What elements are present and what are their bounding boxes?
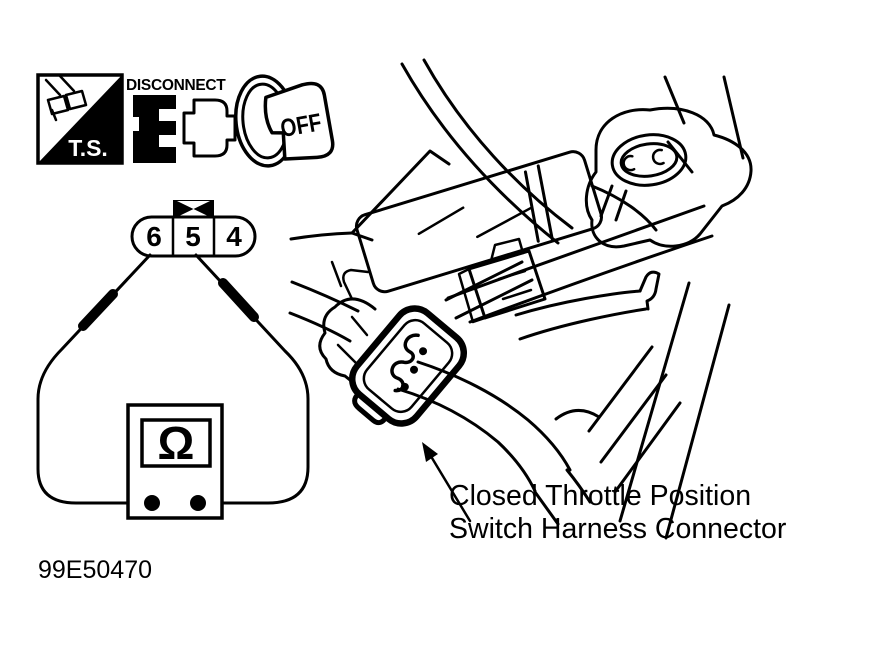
meter-terminal-right [190, 495, 206, 511]
ts-label: T.S. [68, 135, 108, 161]
key-blade [262, 81, 335, 165]
meter-terminal-left [144, 495, 160, 511]
ts-tester-icon [38, 75, 122, 163]
ignition-off-label: OFF [278, 107, 324, 143]
disconnect-label: DISCONNECT [126, 77, 226, 94]
male-connector-icon [127, 95, 178, 163]
connector-pinout-diagram [132, 200, 255, 256]
pin-4-label: 4 [226, 221, 242, 252]
callout-line2: Switch Harness Connector [449, 513, 787, 545]
engine-harness-illustration [290, 60, 751, 538]
ignition-off-key-icon [231, 73, 334, 169]
ohm-symbol: Ω [157, 417, 195, 469]
probe-tip-left [83, 294, 113, 326]
connector-lock-tab [173, 200, 214, 218]
bolt-head [609, 130, 689, 190]
ohmmeter [128, 405, 222, 518]
pin-5-label: 5 [185, 221, 201, 252]
probe-tip-right [223, 283, 254, 317]
callout-line1: Closed Throttle Position [449, 480, 752, 512]
bracket [586, 108, 751, 246]
disconnect-icon [126, 77, 235, 163]
pin-6-label: 6 [146, 221, 162, 252]
tps-connector-face [337, 300, 472, 440]
female-connector-icon [184, 100, 235, 156]
figure-code: 99E50470 [38, 556, 153, 584]
